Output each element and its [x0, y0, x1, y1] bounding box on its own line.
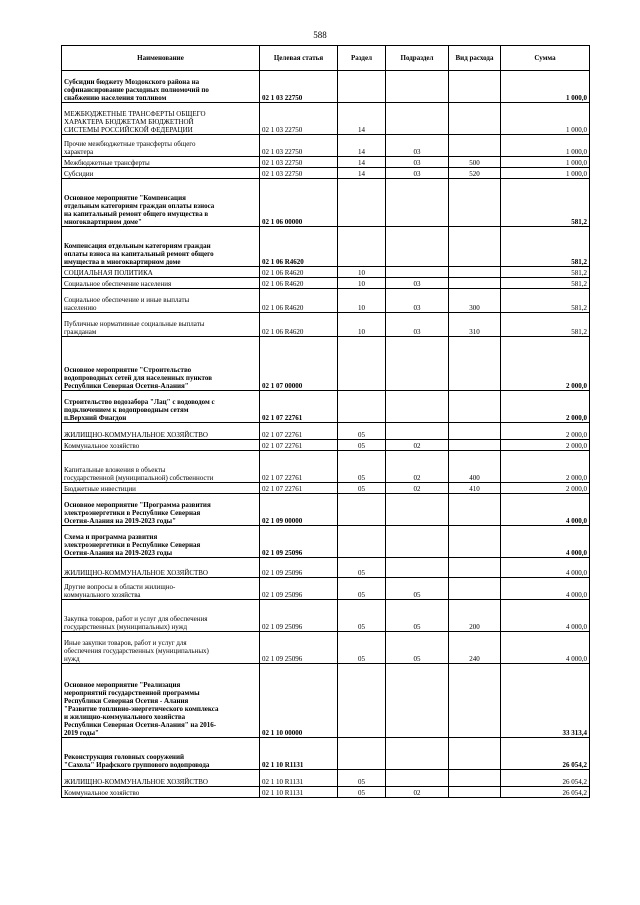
table-row: [62, 227, 590, 267]
cell-target: 02 1 03 22750: [260, 135, 338, 157]
cell-subsection: [386, 71, 449, 103]
cell-section: 05: [338, 558, 386, 578]
table-row: [62, 337, 590, 391]
cell-amount: 4 000,0: [501, 494, 590, 526]
cell-section: [338, 664, 386, 738]
cell-target: 02 1 06 R4620: [260, 289, 338, 313]
cell-amount: 4 000,0: [501, 558, 590, 578]
cell-amount: 26 054,2: [501, 787, 590, 798]
cell-amount: 1 000,0: [501, 168, 590, 179]
table-row: [62, 558, 590, 578]
cell-name: Другие вопросы в области жилищно- коммунального хозяйства: [62, 578, 260, 600]
cell-amount: 2 000,0: [501, 391, 590, 423]
cell-name: Субсидии бюджету Моздокского района на софинансирование расходных полномочий по снабжению населения топливом: [62, 71, 260, 103]
cell-name: Социальное обеспечение населения: [62, 278, 260, 289]
table-row: [62, 494, 590, 526]
cell-expense-type: [449, 423, 501, 440]
cell-expense-type: [449, 179, 501, 227]
cell-expense-type: [449, 103, 501, 135]
table-row: [62, 179, 590, 227]
table-row: [62, 267, 590, 278]
cell-name: СОЦИАЛЬНАЯ ПОЛИТИКА: [62, 267, 260, 278]
cell-amount: 2 000,0: [501, 483, 590, 494]
cell-target: 02 1 09 25096: [260, 578, 338, 600]
cell-name: Закупка товаров, работ и услуг для обеспечения государственных (муниципальных) нужд: [62, 600, 260, 632]
cell-subsection: [386, 664, 449, 738]
cell-name: Строительство водозабора "Лац" с водоводом с подключением к водопроводным сетям п.Верхний Фиагдон: [62, 391, 260, 423]
cell-target: 02 1 07 22761: [260, 440, 338, 451]
cell-expense-type: [449, 440, 501, 451]
table-row: [62, 289, 590, 313]
cell-target: 02 1 03 22750: [260, 71, 338, 103]
cell-amount: 1 000,0: [501, 71, 590, 103]
cell-subsection: 03: [386, 289, 449, 313]
cell-amount: 581,2: [501, 289, 590, 313]
cell-subsection: [386, 494, 449, 526]
cell-section: 14: [338, 168, 386, 179]
cell-subsection: 03: [386, 157, 449, 168]
table-row: [62, 526, 590, 558]
cell-expense-type: 200: [449, 600, 501, 632]
cell-amount: 1 000,0: [501, 157, 590, 168]
cell-target: 02 1 10 R1131: [260, 738, 338, 770]
cell-name: Коммунальное хозяйство: [62, 440, 260, 451]
cell-expense-type: 240: [449, 632, 501, 664]
cell-expense-type: [449, 267, 501, 278]
cell-subsection: [386, 738, 449, 770]
cell-section: 10: [338, 278, 386, 289]
table-header-row: [62, 46, 590, 71]
cell-section: [338, 526, 386, 558]
cell-expense-type: [449, 71, 501, 103]
cell-section: 14: [338, 157, 386, 168]
header-expense-type: Вид расхода: [449, 46, 501, 71]
cell-subsection: 02: [386, 451, 449, 483]
cell-amount: 1 000,0: [501, 103, 590, 135]
cell-name: Капитальные вложения в объекты государственной (муниципальной) собственности: [62, 451, 260, 483]
cell-amount: 2 000,0: [501, 337, 590, 391]
cell-subsection: 03: [386, 168, 449, 179]
cell-subsection: 02: [386, 787, 449, 798]
cell-target: 02 1 06 00000: [260, 179, 338, 227]
cell-target: 02 1 07 22761: [260, 423, 338, 440]
cell-amount: 581,2: [501, 313, 590, 337]
cell-expense-type: [449, 391, 501, 423]
cell-section: [338, 227, 386, 267]
cell-name: Иные закупки товаров, работ и услуг для обеспечения государственных (муниципальных) нужд: [62, 632, 260, 664]
cell-subsection: 03: [386, 135, 449, 157]
cell-amount: 4 000,0: [501, 600, 590, 632]
cell-section: 10: [338, 267, 386, 278]
table-row: [62, 135, 590, 157]
cell-name: Основное мероприятие "Программа развития электроэнергетики в Республике Северная Осетия-Алания на 2019-2023 годы": [62, 494, 260, 526]
cell-expense-type: [449, 494, 501, 526]
cell-name: Социальное обеспечение и иные выплаты населению: [62, 289, 260, 313]
cell-section: [338, 179, 386, 227]
cell-name: Основное мероприятие "Реализация мероприятий государственной программы Республики Северная Осетия - Алания "Развитие топливно-энергетического комплекса и жилищно-коммунального хозяйства Республики Северная Осетия-Алания" на 2016- 2019 годы": [62, 664, 260, 738]
cell-amount: 4 000,0: [501, 632, 590, 664]
table-row: [62, 664, 590, 738]
cell-target: 02 1 06 R4620: [260, 278, 338, 289]
cell-target: 02 1 07 22761: [260, 451, 338, 483]
table-row: [62, 483, 590, 494]
cell-subsection: 03: [386, 278, 449, 289]
cell-target: 02 1 06 R4620: [260, 313, 338, 337]
cell-subsection: [386, 267, 449, 278]
cell-name: Субсидии: [62, 168, 260, 179]
cell-expense-type: [449, 135, 501, 157]
cell-subsection: 02: [386, 440, 449, 451]
cell-target: 02 1 09 25096: [260, 558, 338, 578]
cell-section: 14: [338, 135, 386, 157]
cell-target: 02 1 07 00000: [260, 337, 338, 391]
cell-target: 02 1 06 R4620: [260, 227, 338, 267]
table-row: [62, 71, 590, 103]
cell-amount: 4 000,0: [501, 526, 590, 558]
cell-expense-type: [449, 278, 501, 289]
table-row: [62, 103, 590, 135]
cell-name: Основное мероприятие "Компенсация отдельным категориям граждан оплаты взноса на капитальный ремонт общего имущества в многоквартирном доме": [62, 179, 260, 227]
table-row: [62, 632, 590, 664]
cell-target: 02 1 09 25096: [260, 632, 338, 664]
cell-section: 05: [338, 632, 386, 664]
cell-name: Основное мероприятие "Строительство водопроводных сетей для населенных пунктов Республики Северная Осетия-Алания": [62, 337, 260, 391]
cell-section: 05: [338, 451, 386, 483]
cell-name: Публичные нормативные социальные выплаты гражданам: [62, 313, 260, 337]
cell-amount: 1 000,0: [501, 135, 590, 157]
cell-expense-type: 520: [449, 168, 501, 179]
cell-amount: 2 000,0: [501, 440, 590, 451]
table-row: [62, 787, 590, 798]
cell-amount: 581,2: [501, 278, 590, 289]
cell-amount: 2 000,0: [501, 423, 590, 440]
table-row: [62, 278, 590, 289]
table-row: [62, 391, 590, 423]
cell-section: 05: [338, 483, 386, 494]
cell-subsection: 05: [386, 632, 449, 664]
cell-name: Бюджетные инвестиции: [62, 483, 260, 494]
cell-subsection: [386, 391, 449, 423]
cell-subsection: 05: [386, 578, 449, 600]
cell-target: 02 1 07 22761: [260, 391, 338, 423]
cell-section: 05: [338, 578, 386, 600]
table-row: [62, 423, 590, 440]
cell-name: МЕЖБЮДЖЕТНЫЕ ТРАНСФЕРТЫ ОБЩЕГО ХАРАКТЕРА БЮДЖЕТАМ БЮДЖЕТНОЙ СИСТЕМЫ РОССИЙСКОЙ ФЕДЕРАЦИИ: [62, 103, 260, 135]
cell-expense-type: 300: [449, 289, 501, 313]
cell-section: [338, 738, 386, 770]
header-name: Наименование: [62, 46, 260, 71]
cell-section: 10: [338, 313, 386, 337]
table-body: [62, 71, 590, 798]
table-row: [62, 157, 590, 168]
cell-subsection: [386, 337, 449, 391]
cell-amount: 581,2: [501, 267, 590, 278]
cell-target: 02 1 09 25096: [260, 600, 338, 632]
cell-section: 14: [338, 103, 386, 135]
cell-target: 02 1 10 R1131: [260, 787, 338, 798]
budget-table: [61, 45, 590, 798]
cell-expense-type: [449, 664, 501, 738]
cell-target: 02 1 03 22750: [260, 157, 338, 168]
cell-name: Прочие межбюджетные трансферты общего характера: [62, 135, 260, 157]
header-subsection: Подраздел: [386, 46, 449, 71]
cell-amount: 33 313,4: [501, 664, 590, 738]
cell-expense-type: [449, 738, 501, 770]
cell-expense-type: [449, 337, 501, 391]
table-row: [62, 770, 590, 787]
cell-target: 02 1 07 22761: [260, 483, 338, 494]
cell-name: Компенсация отдельным категориям граждан оплаты взноса на капитальный ремонт общего имущества в многоквартирном доме: [62, 227, 260, 267]
cell-section: [338, 337, 386, 391]
cell-subsection: 03: [386, 313, 449, 337]
cell-expense-type: [449, 526, 501, 558]
cell-expense-type: [449, 558, 501, 578]
cell-expense-type: [449, 578, 501, 600]
cell-expense-type: [449, 770, 501, 787]
cell-amount: 581,2: [501, 227, 590, 267]
cell-section: [338, 494, 386, 526]
cell-subsection: [386, 103, 449, 135]
cell-expense-type: 310: [449, 313, 501, 337]
cell-name: ЖИЛИЩНО-КОММУНАЛЬНОЕ ХОЗЯЙСТВО: [62, 558, 260, 578]
header-amount: Сумма: [501, 46, 590, 71]
cell-section: 05: [338, 440, 386, 451]
cell-subsection: [386, 423, 449, 440]
cell-expense-type: [449, 787, 501, 798]
cell-section: 05: [338, 787, 386, 798]
cell-subsection: [386, 558, 449, 578]
table-row: [62, 168, 590, 179]
cell-target: 02 1 09 25096: [260, 526, 338, 558]
cell-section: 05: [338, 770, 386, 787]
table-row: [62, 451, 590, 483]
cell-target: 02 1 06 R4620: [260, 267, 338, 278]
table-row: [62, 313, 590, 337]
cell-name: Коммунальное хозяйство: [62, 787, 260, 798]
cell-expense-type: 400: [449, 451, 501, 483]
cell-expense-type: 410: [449, 483, 501, 494]
cell-amount: 581,2: [501, 179, 590, 227]
cell-name: Схема и программа развития электроэнергетики в Республике Северная Осетия-Алания на 2019-2023 годы: [62, 526, 260, 558]
table-row: [62, 440, 590, 451]
cell-target: 02 1 09 00000: [260, 494, 338, 526]
cell-target: 02 1 10 R1131: [260, 770, 338, 787]
cell-subsection: 02: [386, 483, 449, 494]
cell-expense-type: 500: [449, 157, 501, 168]
table-row: [62, 600, 590, 632]
cell-target: 02 1 03 22750: [260, 103, 338, 135]
cell-amount: 26 054,2: [501, 738, 590, 770]
cell-name: Реконструкция головных сооружений "Сахола" Ирафского группового водопровода: [62, 738, 260, 770]
header-section: Раздел: [338, 46, 386, 71]
cell-amount: 2 000,0: [501, 451, 590, 483]
page-number: 588: [313, 30, 327, 40]
cell-amount: 26 054,2: [501, 770, 590, 787]
cell-target: 02 1 03 22750: [260, 168, 338, 179]
cell-section: [338, 71, 386, 103]
cell-expense-type: [449, 227, 501, 267]
cell-name: ЖИЛИЩНО-КОММУНАЛЬНОЕ ХОЗЯЙСТВО: [62, 423, 260, 440]
cell-name: ЖИЛИЩНО-КОММУНАЛЬНОЕ ХОЗЯЙСТВО: [62, 770, 260, 787]
cell-section: 05: [338, 423, 386, 440]
cell-subsection: [386, 227, 449, 267]
cell-section: 10: [338, 289, 386, 313]
cell-name: Межбюджетные трансферты: [62, 157, 260, 168]
header-target: Целевая статья: [260, 46, 338, 71]
cell-subsection: [386, 179, 449, 227]
cell-target: 02 1 10 00000: [260, 664, 338, 738]
cell-subsection: [386, 770, 449, 787]
cell-section: [338, 391, 386, 423]
cell-section: 05: [338, 600, 386, 632]
table-row: [62, 738, 590, 770]
cell-subsection: [386, 526, 449, 558]
cell-amount: 4 000,0: [501, 578, 590, 600]
table-row: [62, 578, 590, 600]
cell-subsection: 05: [386, 600, 449, 632]
